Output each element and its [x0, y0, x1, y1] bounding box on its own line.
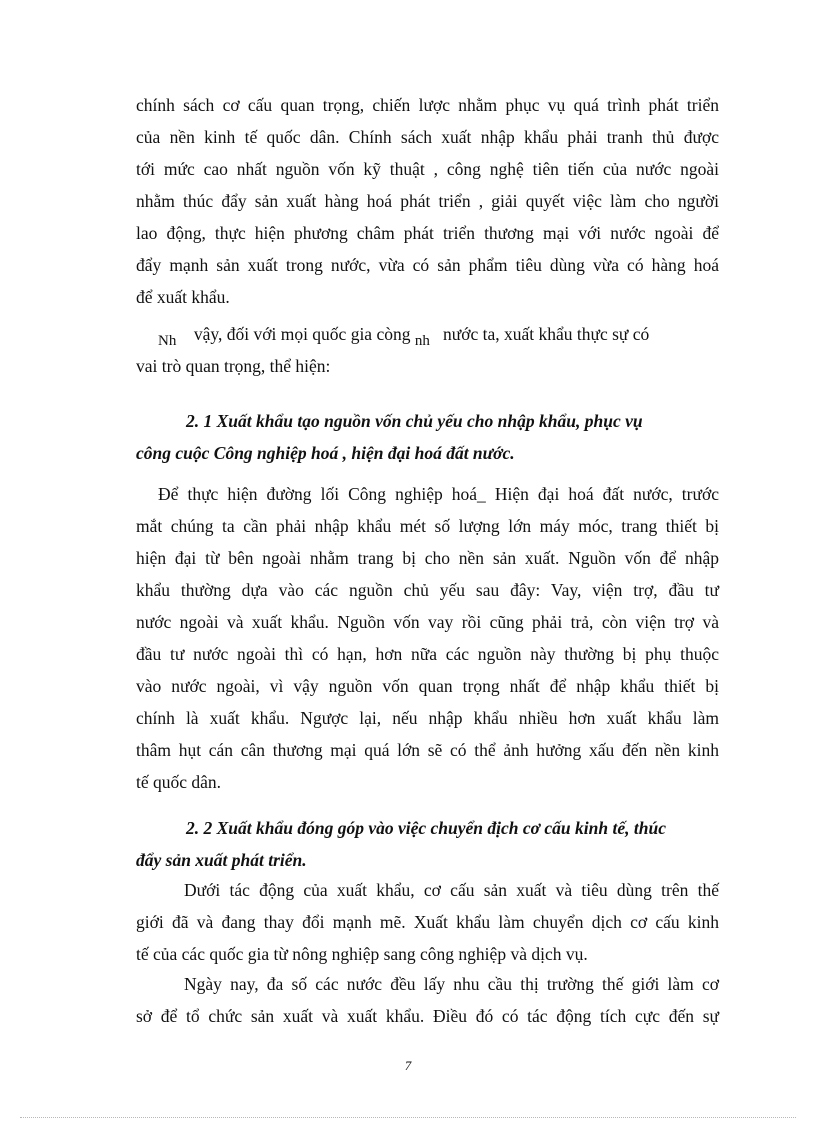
- text-line: tế của các quốc gia từ nông nghiệp sang công nghiệp và dịch vụ.: [136, 944, 588, 964]
- text-line: Dưới tác động của xuất khẩu, cơ cấu sản xuất và tiêu dùng trên thế: [184, 880, 719, 900]
- nh-fragment: nh: [414, 333, 430, 349]
- text-line: khẩu thường dựa vào các nguồn chủ yếu sau đây: Vay, viện trợ, đầu tư: [136, 580, 719, 600]
- text-line: hiện đại từ bên ngoài nhằm trang bị cho nền sản xuất. Nguồn vốn để nhập: [136, 548, 719, 568]
- section-heading-2-2: [136, 812, 719, 876]
- heading-line: 2. 1 Xuất khẩu tạo nguồn vốn chủ yếu cho nhập khẩu, phục vụ: [186, 411, 643, 431]
- text-line: tới mức cao nhất nguồn vốn kỹ thuật , công nghệ tiên tiến của nước ngoài: [136, 159, 719, 179]
- text-line: vai trò quan trọng, thể hiện:: [136, 356, 331, 376]
- text-line: nước ngoài và xuất khẩu. Nguồn vốn vay rồi cũng phải trả, còn viện trợ và: [136, 612, 719, 632]
- text-line: chính là xuất khẩu. Ngược lại, nếu nhập khẩu nhiều hơn xuất khẩu làm: [136, 708, 719, 728]
- paragraph-role: [136, 318, 719, 382]
- heading-line: đẩy sản xuất phát triển.: [136, 850, 307, 870]
- text-line: nhằm thúc đẩy sản xuất hàng hoá phát triển , giải quyết việc làm cho người: [136, 191, 719, 211]
- text-segment: vậy, đối với mọi quốc gia còng: [193, 324, 411, 344]
- page-number: 7: [404, 1058, 412, 1073]
- text-line: giới đã và đang thay đổi mạnh mẽ. Xuất khẩu làm chuyển dịch cơ cấu kinh: [136, 912, 719, 932]
- text-line: sở để tổ chức sản xuất và xuất khẩu. Điều đó có tác động tích cực đến sự: [136, 1006, 719, 1026]
- heading-line: 2. 2 Xuất khẩu đóng góp vào việc chuyển địch cơ cấu kinh tế, thúc: [186, 818, 666, 838]
- heading-line: công cuộc Công nghiệp hoá , hiện đại hoá đất nước.: [136, 443, 515, 463]
- text-line: thâm hụt cán cân thương mại quá lớn sẽ có thể ảnh hưởng xấu đến nền kinh: [136, 740, 719, 760]
- text-line: của nền kinh tế quốc dân. Chính sách xuất nhập khẩu phải tranh thủ được: [136, 127, 719, 147]
- text-line: đầu tư nước ngoài thì có hạn, hơn nữa các nguồn này thường bị phụ thuộc: [136, 644, 719, 664]
- text-line: mắt chúng ta cần phải nhập khẩu mét số lượng lớn máy móc, trang thiết bị: [136, 516, 719, 536]
- footer-divider: [20, 1117, 796, 1118]
- text-line: tế quốc dân.: [136, 772, 222, 792]
- text-line: Ngày nay, đa số các nước đều lấy nhu cầu thị trường thế giới làm cơ: [184, 974, 719, 994]
- text-line: vào nước ngoài, vì vậy nguồn vốn quan trọng nhất để nhập khẩu thiết bị: [136, 676, 719, 696]
- text-line: lao động, thực hiện phương châm phát triển thương mại với nước ngoài để: [136, 223, 719, 243]
- text-line: chính sách cơ cấu quan trọng, chiến lược nhằm phục vụ quá trình phát triển: [136, 95, 719, 115]
- paragraph-capital: [136, 478, 719, 798]
- section-heading-2-1: [136, 405, 719, 469]
- paragraph-policy: [136, 89, 719, 313]
- text-line: đẩy mạnh sản xuất trong nước, vừa có sản phẩm tiêu dùng vừa có hàng hoá: [136, 255, 719, 275]
- nh-fragment: Nh: [158, 333, 177, 349]
- text-line: để xuất khẩu.: [136, 287, 230, 307]
- text-line: Để thực hiện đường lối Công nghiệp hoá_ Hiện đại hoá đất nước, trước: [158, 484, 719, 504]
- paragraph-nowadays: [136, 968, 719, 1032]
- text-segment: nước ta, xuất khẩu thực sự có: [442, 324, 650, 344]
- paragraph-structure: [136, 874, 719, 970]
- text-line: [136, 318, 719, 350]
